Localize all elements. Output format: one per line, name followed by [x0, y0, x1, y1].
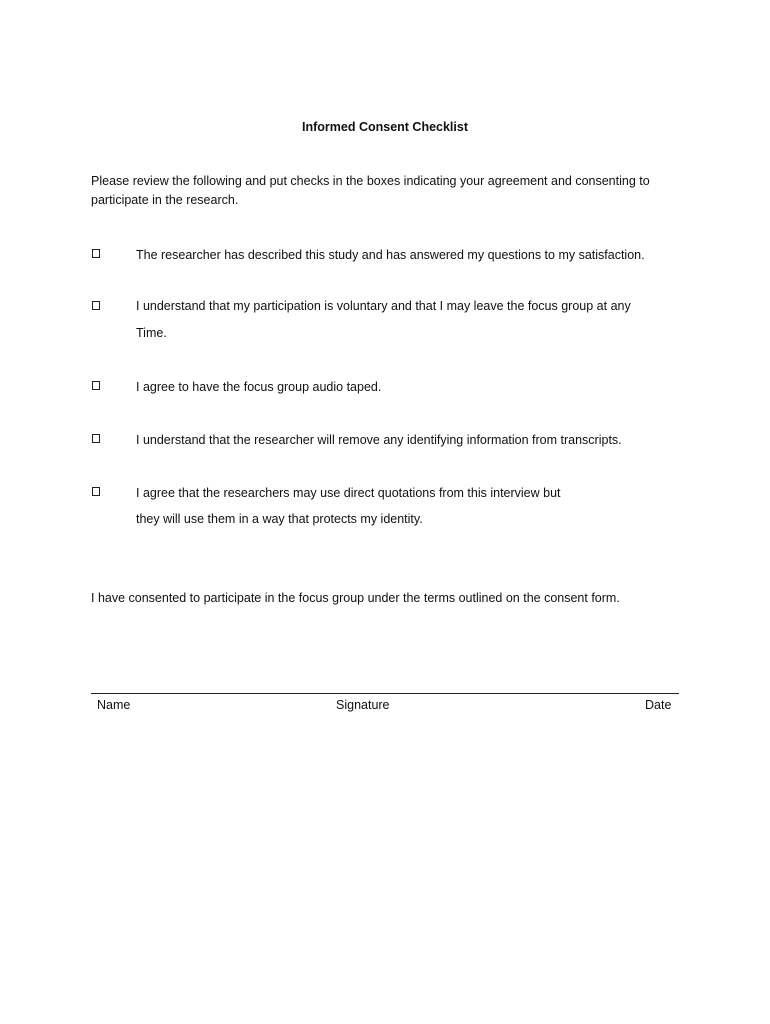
intro-paragraph: Please review the following and put checks in the boxes indicating your agreement and consenting to participate in the research. — [91, 174, 650, 207]
page-title: Informed Consent Checklist — [302, 120, 468, 134]
signature-line — [91, 693, 679, 694]
checkbox[interactable] — [92, 487, 100, 496]
checklist-item-text: The researcher has described this study and has answered my questions to my satisfaction. — [136, 248, 645, 262]
consent-statement: I have consented to participate in the focus group under the terms outlined on the consent form. — [91, 591, 620, 605]
checklist-item-text: I understand that the researcher will remove any identifying information from transcripts. — [136, 433, 622, 447]
checkbox[interactable] — [92, 381, 100, 390]
checklist-item-text: I agree that the researchers may use direct quotations from this interview but they will use them in a way that protects my identity. — [136, 486, 561, 526]
checkbox[interactable] — [92, 434, 100, 443]
signature-label-name: Name — [97, 698, 131, 712]
checkbox[interactable] — [92, 301, 100, 310]
signature-label-date: Date — [645, 698, 672, 712]
signature-label-signature: Signature — [336, 698, 390, 712]
checklist-item-text: I agree to have the focus group audio taped. — [136, 380, 382, 394]
checkbox[interactable] — [92, 249, 100, 258]
checklist-item-text: I understand that my participation is voluntary and that I may leave the focus group at any Time. — [136, 299, 631, 340]
